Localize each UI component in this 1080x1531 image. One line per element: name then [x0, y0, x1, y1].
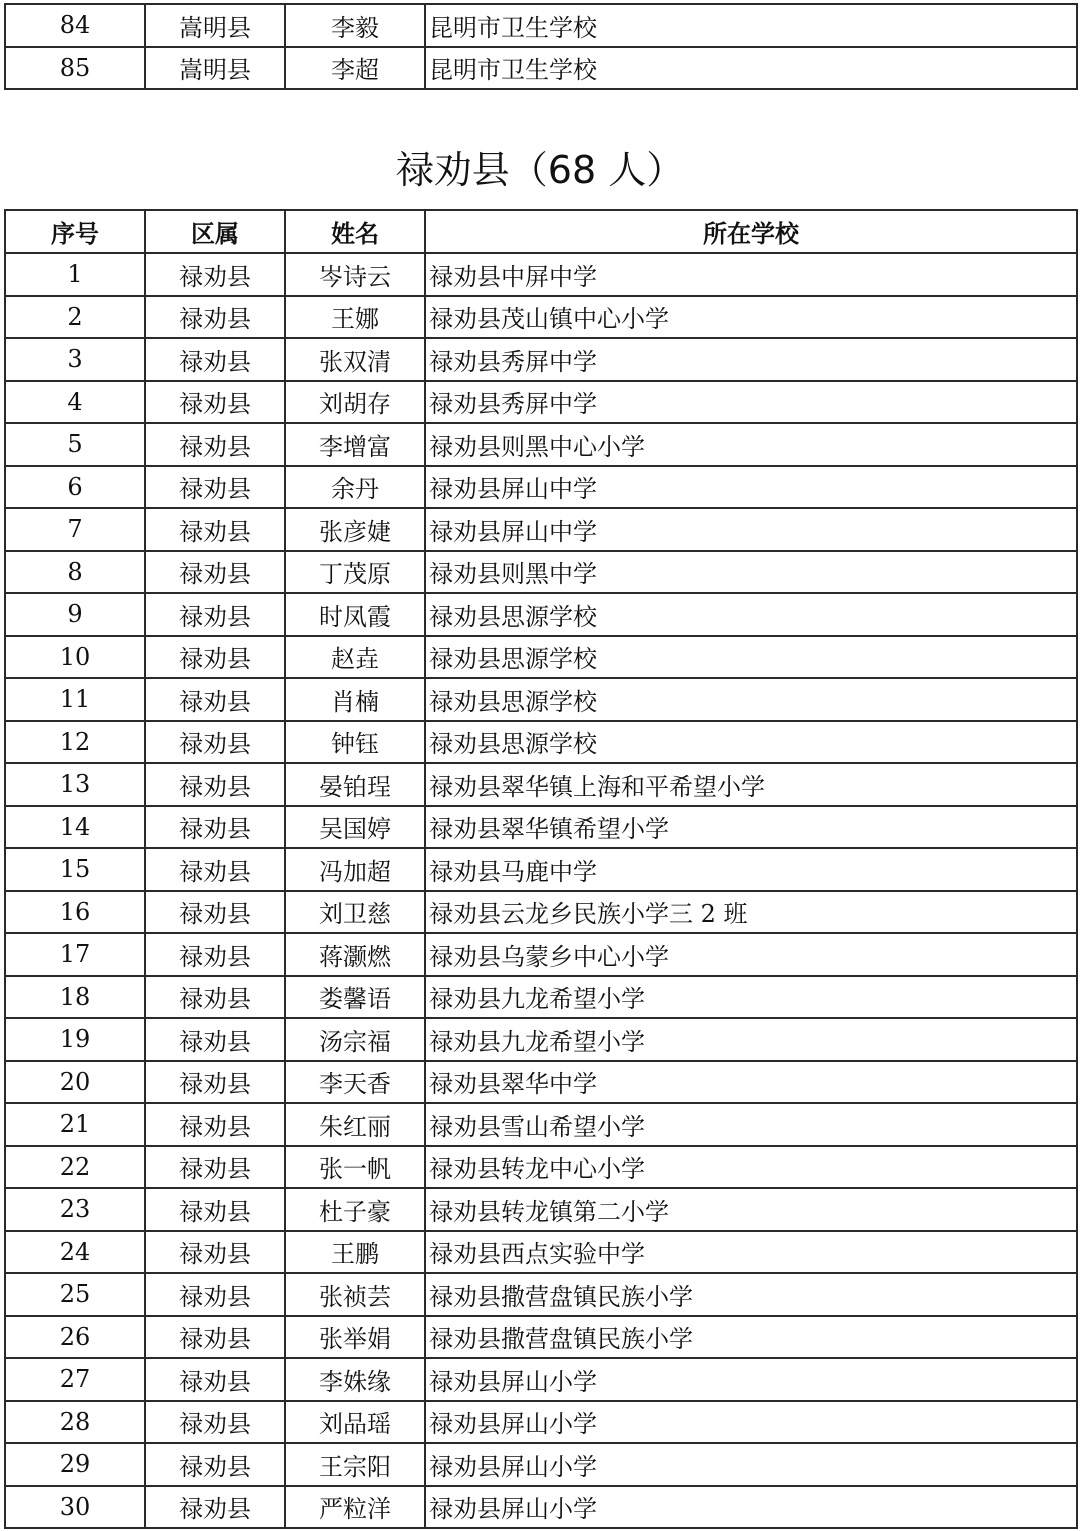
- serial-number-cell: 3: [5, 338, 145, 381]
- name-cell: 王娜: [285, 296, 425, 339]
- header-serial-number: 序号: [5, 210, 145, 253]
- serial-number-cell: 29: [5, 1443, 145, 1486]
- serial-number-cell: 1: [5, 253, 145, 296]
- serial-number-cell: 84: [5, 4, 145, 47]
- name-cell: 张举娟: [285, 1316, 425, 1359]
- name-cell: 晏铂珵: [285, 763, 425, 806]
- school-cell: 禄劝县翠华镇希望小学: [425, 806, 1077, 849]
- table-row: [5, 721, 1077, 764]
- table-row: [5, 933, 1077, 976]
- header-district: 区属: [145, 210, 285, 253]
- district-cell: 禄劝县: [145, 1401, 285, 1444]
- serial-number-cell: 22: [5, 1146, 145, 1189]
- district-cell: 禄劝县: [145, 721, 285, 764]
- district-cell: 禄劝县: [145, 1061, 285, 1104]
- school-cell: 禄劝县秀屏中学: [425, 338, 1077, 381]
- name-cell: 肖楠: [285, 678, 425, 721]
- table-row: [5, 1316, 1077, 1359]
- school-cell: 禄劝县雪山希望小学: [425, 1103, 1077, 1146]
- table-row: [5, 423, 1077, 466]
- serial-number-cell: 19: [5, 1018, 145, 1061]
- district-cell: 禄劝县: [145, 1358, 285, 1401]
- name-cell: 严粒洋: [285, 1486, 425, 1529]
- district-cell: 禄劝县: [145, 296, 285, 339]
- school-cell: 禄劝县则黑中心小学: [425, 423, 1077, 466]
- table-row: [5, 253, 1077, 296]
- table-header-row: [5, 210, 1077, 253]
- name-cell: 朱红丽: [285, 1103, 425, 1146]
- table-row: [5, 1146, 1077, 1189]
- serial-number-cell: 20: [5, 1061, 145, 1104]
- header-school: 所在学校: [425, 210, 1077, 253]
- serial-number-cell: 11: [5, 678, 145, 721]
- table-row: [5, 1018, 1077, 1061]
- table-row: [5, 1231, 1077, 1274]
- table-row: [5, 891, 1077, 934]
- district-cell: 禄劝县: [145, 1103, 285, 1146]
- name-cell: 吴国婷: [285, 806, 425, 849]
- table-row: [5, 636, 1077, 679]
- table-row: [5, 381, 1077, 424]
- serial-number-cell: 30: [5, 1486, 145, 1529]
- serial-number-cell: 26: [5, 1316, 145, 1359]
- district-cell: 禄劝县: [145, 1316, 285, 1359]
- school-cell: 禄劝县翠华镇上海和平希望小学: [425, 763, 1077, 806]
- name-cell: 岑诗云: [285, 253, 425, 296]
- table-row: [5, 1358, 1077, 1401]
- school-cell: 禄劝县翠华中学: [425, 1061, 1077, 1104]
- district-cell: 嵩明县: [145, 47, 285, 90]
- name-cell: 汤宗福: [285, 1018, 425, 1061]
- district-cell: 禄劝县: [145, 848, 285, 891]
- table-row: [5, 508, 1077, 551]
- table-row: [5, 1188, 1077, 1231]
- district-cell: 禄劝县: [145, 253, 285, 296]
- school-cell: 禄劝县屏山中学: [425, 466, 1077, 509]
- serial-number-cell: 85: [5, 47, 145, 90]
- serial-number-cell: 17: [5, 933, 145, 976]
- serial-number-cell: 12: [5, 721, 145, 764]
- name-cell: 蒋灏燃: [285, 933, 425, 976]
- school-cell: 禄劝县撒营盘镇民族小学: [425, 1273, 1077, 1316]
- district-cell: 禄劝县: [145, 466, 285, 509]
- school-cell: 禄劝县乌蒙乡中心小学: [425, 933, 1077, 976]
- name-cell: 李姝缘: [285, 1358, 425, 1401]
- district-cell: 禄劝县: [145, 678, 285, 721]
- serial-number-cell: 28: [5, 1401, 145, 1444]
- district-cell: 禄劝县: [145, 763, 285, 806]
- district-cell: 禄劝县: [145, 423, 285, 466]
- table-row: [5, 1443, 1077, 1486]
- serial-number-cell: 8: [5, 551, 145, 594]
- school-cell: 禄劝县转龙中心小学: [425, 1146, 1077, 1189]
- serial-number-cell: 6: [5, 466, 145, 509]
- serial-number-cell: 23: [5, 1188, 145, 1231]
- serial-number-cell: 7: [5, 508, 145, 551]
- district-cell: 禄劝县: [145, 1018, 285, 1061]
- table-row: [5, 1061, 1077, 1104]
- district-cell: 禄劝县: [145, 1443, 285, 1486]
- serial-number-cell: 16: [5, 891, 145, 934]
- name-cell: 张祯芸: [285, 1273, 425, 1316]
- school-cell: 禄劝县屏山小学: [425, 1443, 1077, 1486]
- district-roster-table: [4, 209, 1078, 1529]
- district-cell: 禄劝县: [145, 636, 285, 679]
- district-cell: 禄劝县: [145, 806, 285, 849]
- name-cell: 张彦婕: [285, 508, 425, 551]
- school-cell: 禄劝县思源学校: [425, 678, 1077, 721]
- name-cell: 娄馨语: [285, 976, 425, 1019]
- district-cell: 禄劝县: [145, 551, 285, 594]
- school-cell: 禄劝县思源学校: [425, 593, 1077, 636]
- district-cell: 禄劝县: [145, 508, 285, 551]
- district-cell: 禄劝县: [145, 593, 285, 636]
- school-cell: 禄劝县九龙希望小学: [425, 976, 1077, 1019]
- school-cell: 禄劝县屏山小学: [425, 1401, 1077, 1444]
- table-row: [5, 1486, 1077, 1529]
- school-cell: 禄劝县则黑中学: [425, 551, 1077, 594]
- name-cell: 刘卫慈: [285, 891, 425, 934]
- school-cell: 禄劝县屏山小学: [425, 1486, 1077, 1529]
- school-cell: 禄劝县屏山小学: [425, 1358, 1077, 1401]
- name-cell: 杜子豪: [285, 1188, 425, 1231]
- name-cell: 张双清: [285, 338, 425, 381]
- school-cell: 禄劝县思源学校: [425, 721, 1077, 764]
- name-cell: 丁茂原: [285, 551, 425, 594]
- district-cell: 禄劝县: [145, 933, 285, 976]
- name-cell: 刘胡存: [285, 381, 425, 424]
- table-row: [5, 848, 1077, 891]
- school-cell: 禄劝县转龙镇第二小学: [425, 1188, 1077, 1231]
- table-row: [5, 1273, 1077, 1316]
- serial-number-cell: 15: [5, 848, 145, 891]
- name-cell: 钟钰: [285, 721, 425, 764]
- name-cell: 冯加超: [285, 848, 425, 891]
- district-cell: 禄劝县: [145, 1188, 285, 1231]
- table-row: [5, 593, 1077, 636]
- table-row: [5, 976, 1077, 1019]
- district-cell: 禄劝县: [145, 1273, 285, 1316]
- serial-number-cell: 14: [5, 806, 145, 849]
- district-cell: 禄劝县: [145, 1486, 285, 1529]
- district-cell: 禄劝县: [145, 381, 285, 424]
- name-cell: 李增富: [285, 423, 425, 466]
- table-row: [5, 551, 1077, 594]
- serial-number-cell: 27: [5, 1358, 145, 1401]
- name-cell: 余丹: [285, 466, 425, 509]
- district-cell: 禄劝县: [145, 976, 285, 1019]
- school-cell: 禄劝县中屏中学: [425, 253, 1077, 296]
- serial-number-cell: 5: [5, 423, 145, 466]
- school-cell: 禄劝县云龙乡民族小学三 2 班: [425, 891, 1077, 934]
- table-row: [5, 806, 1077, 849]
- table-row: [5, 296, 1077, 339]
- previous-district-table: [4, 3, 1078, 90]
- name-cell: 刘品瑶: [285, 1401, 425, 1444]
- name-cell: 王鹏: [285, 1231, 425, 1274]
- school-cell: 禄劝县西点实验中学: [425, 1231, 1077, 1274]
- name-cell: 李毅: [285, 4, 425, 47]
- table-row: [5, 466, 1077, 509]
- table-row: [5, 1103, 1077, 1146]
- serial-number-cell: 4: [5, 381, 145, 424]
- district-cell: 禄劝县: [145, 1231, 285, 1274]
- serial-number-cell: 24: [5, 1231, 145, 1274]
- name-cell: 赵垚: [285, 636, 425, 679]
- district-cell: 禄劝县: [145, 891, 285, 934]
- serial-number-cell: 2: [5, 296, 145, 339]
- section-title: 禄劝县（68 人）: [395, 148, 685, 192]
- school-cell: 禄劝县九龙希望小学: [425, 1018, 1077, 1061]
- serial-number-cell: 10: [5, 636, 145, 679]
- serial-number-cell: 21: [5, 1103, 145, 1146]
- header-name: 姓名: [285, 210, 425, 253]
- school-cell: 禄劝县屏山中学: [425, 508, 1077, 551]
- name-cell: 时凤霞: [285, 593, 425, 636]
- name-cell: 张一帆: [285, 1146, 425, 1189]
- table-row: [5, 678, 1077, 721]
- serial-number-cell: 9: [5, 593, 145, 636]
- school-cell: 禄劝县秀屏中学: [425, 381, 1077, 424]
- name-cell: 李天香: [285, 1061, 425, 1104]
- table-row: [5, 47, 1077, 90]
- name-cell: 王宗阳: [285, 1443, 425, 1486]
- school-cell: 昆明市卫生学校: [425, 47, 1077, 90]
- district-cell: 禄劝县: [145, 1146, 285, 1189]
- school-cell: 禄劝县思源学校: [425, 636, 1077, 679]
- table-row: [5, 4, 1077, 47]
- serial-number-cell: 25: [5, 1273, 145, 1316]
- school-cell: 禄劝县马鹿中学: [425, 848, 1077, 891]
- district-cell: 禄劝县: [145, 338, 285, 381]
- serial-number-cell: 18: [5, 976, 145, 1019]
- school-cell: 昆明市卫生学校: [425, 4, 1077, 47]
- school-cell: 禄劝县撒营盘镇民族小学: [425, 1316, 1077, 1359]
- school-cell: 禄劝县茂山镇中心小学: [425, 296, 1077, 339]
- district-cell: 嵩明县: [145, 4, 285, 47]
- table-row: [5, 1401, 1077, 1444]
- name-cell: 李超: [285, 47, 425, 90]
- table-row: [5, 338, 1077, 381]
- serial-number-cell: 13: [5, 763, 145, 806]
- table-row: [5, 763, 1077, 806]
